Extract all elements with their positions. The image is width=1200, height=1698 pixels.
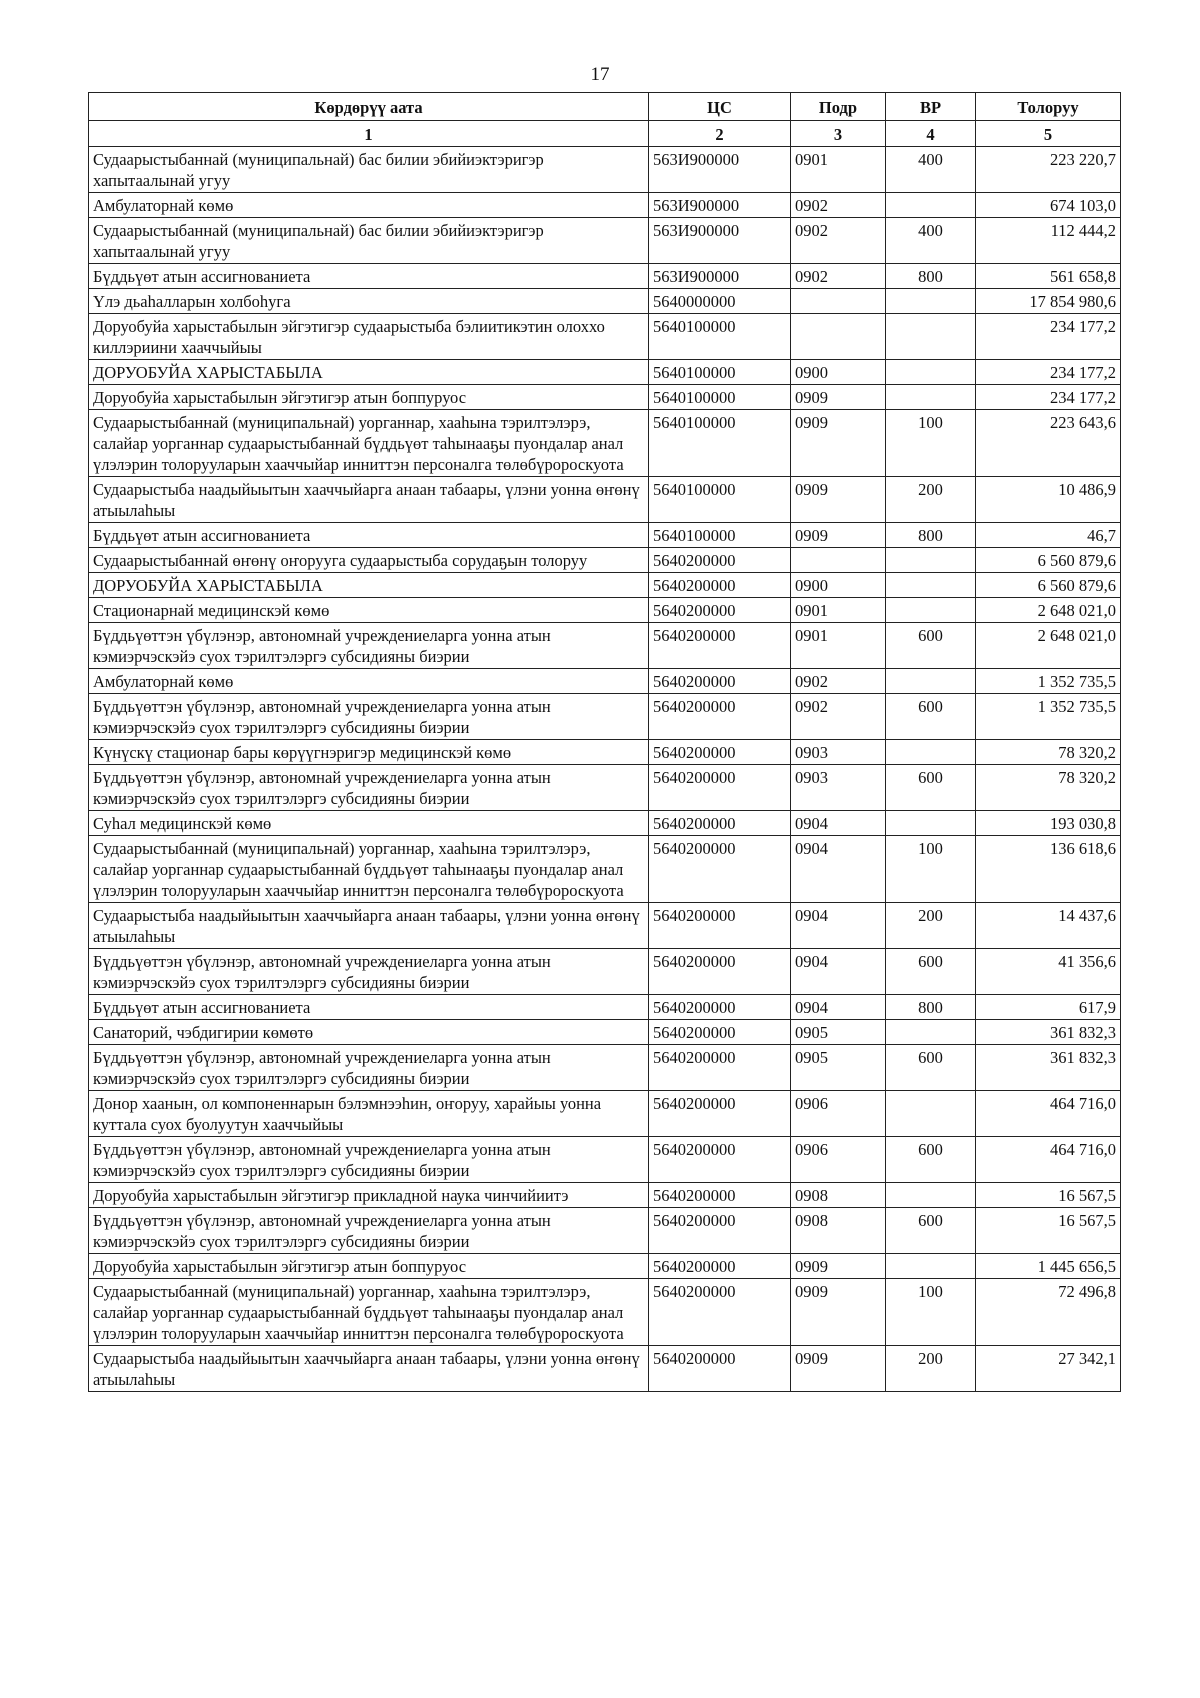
cell-podr: 0904 bbox=[791, 903, 886, 949]
cell-vr: 100 bbox=[886, 836, 976, 903]
table-row bbox=[89, 1254, 1121, 1279]
cell-name: Доруобуйа харыстабылын эйгэтигэр прикладной наука чинчийиитэ bbox=[89, 1183, 649, 1208]
cell-sum: 464 716,0 bbox=[976, 1091, 1121, 1137]
cell-podr: 0904 bbox=[791, 811, 886, 836]
cell-vr: 600 bbox=[886, 949, 976, 995]
cell-podr bbox=[791, 289, 886, 314]
table-row bbox=[89, 477, 1121, 523]
cell-cs: 5640200000 bbox=[649, 1208, 791, 1254]
cell-sum: 2 648 021,0 bbox=[976, 598, 1121, 623]
cell-sum: 72 496,8 bbox=[976, 1279, 1121, 1346]
header-row bbox=[89, 93, 1121, 121]
cell-name: Бүддьүөт атын ассигнованиета bbox=[89, 264, 649, 289]
cell-sum: 16 567,5 bbox=[976, 1183, 1121, 1208]
column-number: 3 bbox=[791, 121, 886, 147]
table-row bbox=[89, 836, 1121, 903]
table-row bbox=[89, 903, 1121, 949]
cell-podr: 0900 bbox=[791, 360, 886, 385]
table-row bbox=[89, 314, 1121, 360]
cell-vr: 600 bbox=[886, 694, 976, 740]
cell-podr: 0909 bbox=[791, 1279, 886, 1346]
cell-sum: 1 352 735,5 bbox=[976, 694, 1121, 740]
table-row bbox=[89, 147, 1121, 193]
cell-vr bbox=[886, 1183, 976, 1208]
cell-podr: 0902 bbox=[791, 264, 886, 289]
cell-vr bbox=[886, 598, 976, 623]
cell-name: Донор хаанын, ол компоненнарын бэлэмнээһин, оҥоруу, харайыы уонна куттала суох буолуутун хааччыйыы bbox=[89, 1091, 649, 1137]
cell-podr: 0909 bbox=[791, 1346, 886, 1392]
cell-name: Судаарыстыбаннай (муниципальнай) уорганнар, хааһына тэрилтэлэрэ, салайар уорганнар судаарыстыбаннай бүддьүөт таһынааҕы пуондалар анал үлэлэрин толорууларын хааччыйар инниттэн персоналга төлөбүророскуота bbox=[89, 1279, 649, 1346]
cell-sum: 223 220,7 bbox=[976, 147, 1121, 193]
cell-cs: 563И900000 bbox=[649, 264, 791, 289]
cell-podr: 0902 bbox=[791, 694, 886, 740]
cell-name: Судаарыстыба наадыйыытын хааччыйарга анаан табаары, үлэни уонна өҥөнү атыылаһыы bbox=[89, 1346, 649, 1392]
cell-vr bbox=[886, 360, 976, 385]
cell-cs: 5640200000 bbox=[649, 1045, 791, 1091]
table-row bbox=[89, 740, 1121, 765]
header-vr: ВР bbox=[886, 93, 976, 121]
cell-name: Судаарыстыба наадыйыытын хааччыйарга анаан табаары, үлэни уонна өҥөнү атыылаһыы bbox=[89, 477, 649, 523]
cell-sum: 674 103,0 bbox=[976, 193, 1121, 218]
cell-vr bbox=[886, 669, 976, 694]
cell-cs: 5640200000 bbox=[649, 1091, 791, 1137]
cell-cs: 5640200000 bbox=[649, 811, 791, 836]
cell-cs: 5640200000 bbox=[649, 995, 791, 1020]
cell-cs: 5640100000 bbox=[649, 360, 791, 385]
cell-name: Доруобуйа харыстабылын эйгэтигэр судаарыстыба бэлиитикэтин олоххо киллэриини хааччыйыы bbox=[89, 314, 649, 360]
cell-sum: 112 444,2 bbox=[976, 218, 1121, 264]
cell-vr: 600 bbox=[886, 623, 976, 669]
cell-vr bbox=[886, 548, 976, 573]
table-row bbox=[89, 811, 1121, 836]
table-row bbox=[89, 1183, 1121, 1208]
table-row bbox=[89, 410, 1121, 477]
cell-podr: 0902 bbox=[791, 669, 886, 694]
cell-name: Бүддьүөттэн үбүлэнэр, автономнай учреждениеларга уонна атын кэмиэрчэскэйэ суох тэрилтэлэргэ субсидияны биэрии bbox=[89, 949, 649, 995]
cell-name: Бүддьүөттэн үбүлэнэр, автономнай учреждениеларга уонна атын кэмиэрчэскэйэ суох тэрилтэлэргэ субсидияны биэрии bbox=[89, 1208, 649, 1254]
cell-vr: 600 bbox=[886, 765, 976, 811]
cell-sum: 27 342,1 bbox=[976, 1346, 1121, 1392]
header-sum: Толоруу bbox=[976, 93, 1121, 121]
cell-name: Доруобуйа харыстабылын эйгэтигэр атын боппуруос bbox=[89, 1254, 649, 1279]
cell-podr: 0909 bbox=[791, 477, 886, 523]
table-row bbox=[89, 1020, 1121, 1045]
cell-cs: 5640200000 bbox=[649, 598, 791, 623]
cell-sum: 193 030,8 bbox=[976, 811, 1121, 836]
table-row bbox=[89, 548, 1121, 573]
column-number: 4 bbox=[886, 121, 976, 147]
cell-cs: 5640200000 bbox=[649, 548, 791, 573]
cell-sum: 234 177,2 bbox=[976, 360, 1121, 385]
cell-podr: 0905 bbox=[791, 1045, 886, 1091]
cell-vr: 100 bbox=[886, 1279, 976, 1346]
cell-cs: 5640100000 bbox=[649, 410, 791, 477]
table-row bbox=[89, 1208, 1121, 1254]
cell-vr: 600 bbox=[886, 1045, 976, 1091]
table-row bbox=[89, 385, 1121, 410]
table-body bbox=[89, 147, 1121, 1392]
cell-vr bbox=[886, 193, 976, 218]
column-number: 5 bbox=[976, 121, 1121, 147]
table-row bbox=[89, 765, 1121, 811]
column-number: 2 bbox=[649, 121, 791, 147]
cell-sum: 1 445 656,5 bbox=[976, 1254, 1121, 1279]
cell-sum: 14 437,6 bbox=[976, 903, 1121, 949]
table-row bbox=[89, 623, 1121, 669]
cell-vr bbox=[886, 314, 976, 360]
cell-name: Суһал медицинскэй көмө bbox=[89, 811, 649, 836]
cell-cs: 5640200000 bbox=[649, 836, 791, 903]
cell-podr: 0909 bbox=[791, 385, 886, 410]
cell-cs: 5640200000 bbox=[649, 573, 791, 598]
cell-vr: 400 bbox=[886, 147, 976, 193]
page-number: 17 bbox=[590, 64, 610, 85]
cell-name: Судаарыстыба наадыйыытын хааччыйарга анаан табаары, үлэни уонна өҥөнү атыылаһыы bbox=[89, 903, 649, 949]
cell-vr bbox=[886, 1254, 976, 1279]
cell-podr: 0904 bbox=[791, 995, 886, 1020]
cell-name: Амбулаторнай көмө bbox=[89, 669, 649, 694]
cell-vr: 800 bbox=[886, 264, 976, 289]
cell-cs: 5640100000 bbox=[649, 385, 791, 410]
cell-vr: 600 bbox=[886, 1137, 976, 1183]
cell-sum: 223 643,6 bbox=[976, 410, 1121, 477]
cell-name: Бүддьүөттэн үбүлэнэр, автономнай учреждениеларга уонна атын кэмиэрчэскэйэ суох тэрилтэлэргэ субсидияны биэрии bbox=[89, 623, 649, 669]
table-row bbox=[89, 694, 1121, 740]
cell-name: Санаторий, чэбдигирии көмөтө bbox=[89, 1020, 649, 1045]
cell-cs: 5640200000 bbox=[649, 1346, 791, 1392]
cell-sum: 6 560 879,6 bbox=[976, 548, 1121, 573]
cell-name: Судаарыстыбаннай өҥөнү оҥорууга судаарыстыба сорудаҕын толоруу bbox=[89, 548, 649, 573]
cell-name: Бүддьүөттэн үбүлэнэр, автономнай учреждениеларга уонна атын кэмиэрчэскэйэ суох тэрилтэлэргэ субсидияны биэрии bbox=[89, 1045, 649, 1091]
table-row bbox=[89, 289, 1121, 314]
cell-podr: 0905 bbox=[791, 1020, 886, 1045]
cell-name: Үлэ дьаһалларын холбоһуга bbox=[89, 289, 649, 314]
cell-podr: 0908 bbox=[791, 1183, 886, 1208]
table-row bbox=[89, 995, 1121, 1020]
cell-vr: 100 bbox=[886, 410, 976, 477]
cell-name: Күнүскү стационар бары көрүүгнэригэр медицинскэй көмө bbox=[89, 740, 649, 765]
cell-name: Бүддьүөттэн үбүлэнэр, автономнай учреждениеларга уонна атын кэмиэрчэскэйэ суох тэрилтэлэргэ субсидияны биэрии bbox=[89, 694, 649, 740]
cell-sum: 78 320,2 bbox=[976, 740, 1121, 765]
cell-vr: 600 bbox=[886, 1208, 976, 1254]
cell-sum: 78 320,2 bbox=[976, 765, 1121, 811]
header-cs: ЦС bbox=[649, 93, 791, 121]
cell-cs: 563И900000 bbox=[649, 218, 791, 264]
table-row bbox=[89, 1346, 1121, 1392]
table-row bbox=[89, 598, 1121, 623]
cell-podr: 0902 bbox=[791, 218, 886, 264]
cell-name: ДОРУОБУЙА ХАРЫСТАБЫЛА bbox=[89, 360, 649, 385]
cell-vr: 800 bbox=[886, 523, 976, 548]
cell-podr: 0901 bbox=[791, 147, 886, 193]
cell-vr bbox=[886, 289, 976, 314]
cell-vr bbox=[886, 811, 976, 836]
cell-sum: 41 356,6 bbox=[976, 949, 1121, 995]
cell-cs: 5640200000 bbox=[649, 740, 791, 765]
cell-cs: 5640200000 bbox=[649, 903, 791, 949]
cell-podr: 0900 bbox=[791, 573, 886, 598]
cell-name: Судаарыстыбаннай (муниципальнай) уорганнар, хааһына тэрилтэлэрэ, салайар уорганнар судаарыстыбаннай бүддьүөт таһынааҕы пуондалар анал үлэлэрин толорууларын хааччыйар инниттэн персоналга төлөбүророскуота bbox=[89, 410, 649, 477]
cell-name: ДОРУОБУЙА ХАРЫСТАБЫЛА bbox=[89, 573, 649, 598]
cell-vr bbox=[886, 1091, 976, 1137]
cell-cs: 5640200000 bbox=[649, 949, 791, 995]
cell-cs: 5640100000 bbox=[649, 523, 791, 548]
cell-podr: 0903 bbox=[791, 765, 886, 811]
cell-podr: 0902 bbox=[791, 193, 886, 218]
cell-podr: 0903 bbox=[791, 740, 886, 765]
cell-podr: 0909 bbox=[791, 410, 886, 477]
cell-cs: 5640100000 bbox=[649, 314, 791, 360]
table-row bbox=[89, 264, 1121, 289]
cell-name: Амбулаторнай көмө bbox=[89, 193, 649, 218]
cell-cs: 5640200000 bbox=[649, 1183, 791, 1208]
budget-table bbox=[88, 92, 1121, 1392]
cell-vr: 800 bbox=[886, 995, 976, 1020]
cell-sum: 6 560 879,6 bbox=[976, 573, 1121, 598]
header-name: Көрдөрүү аата bbox=[89, 93, 649, 121]
cell-podr: 0904 bbox=[791, 949, 886, 995]
cell-cs: 5640200000 bbox=[649, 765, 791, 811]
cell-podr: 0909 bbox=[791, 523, 886, 548]
table-row bbox=[89, 193, 1121, 218]
cell-podr bbox=[791, 548, 886, 573]
cell-podr: 0908 bbox=[791, 1208, 886, 1254]
cell-sum: 361 832,3 bbox=[976, 1045, 1121, 1091]
column-number-row bbox=[89, 121, 1121, 147]
cell-podr: 0906 bbox=[791, 1137, 886, 1183]
cell-cs: 5640100000 bbox=[649, 477, 791, 523]
cell-podr: 0906 bbox=[791, 1091, 886, 1137]
cell-vr: 200 bbox=[886, 903, 976, 949]
cell-sum: 234 177,2 bbox=[976, 385, 1121, 410]
table-row bbox=[89, 523, 1121, 548]
table-row bbox=[89, 669, 1121, 694]
cell-podr: 0904 bbox=[791, 836, 886, 903]
table-row bbox=[89, 1279, 1121, 1346]
cell-name: Стационарнай медицинскэй көмө bbox=[89, 598, 649, 623]
cell-cs: 5640200000 bbox=[649, 1020, 791, 1045]
table-header bbox=[89, 93, 1121, 147]
table-row bbox=[89, 1137, 1121, 1183]
cell-name: Бүддьүөттэн үбүлэнэр, автономнай учреждениеларга уонна атын кэмиэрчэскэйэ суох тэрилтэлэргэ субсидияны биэрии bbox=[89, 765, 649, 811]
cell-sum: 2 648 021,0 bbox=[976, 623, 1121, 669]
cell-cs: 5640200000 bbox=[649, 623, 791, 669]
cell-cs: 5640200000 bbox=[649, 1137, 791, 1183]
cell-sum: 17 854 980,6 bbox=[976, 289, 1121, 314]
cell-name: Бүддьүөт атын ассигнованиета bbox=[89, 995, 649, 1020]
cell-sum: 361 832,3 bbox=[976, 1020, 1121, 1045]
cell-cs: 563И900000 bbox=[649, 147, 791, 193]
cell-name: Бүддьүөттэн үбүлэнэр, автономнай учреждениеларга уонна атын кэмиэрчэскэйэ суох тэрилтэлэргэ субсидияны биэрии bbox=[89, 1137, 649, 1183]
cell-sum: 46,7 bbox=[976, 523, 1121, 548]
table-row bbox=[89, 949, 1121, 995]
cell-name: Бүддьүөт атын ассигнованиета bbox=[89, 523, 649, 548]
cell-podr: 0901 bbox=[791, 598, 886, 623]
cell-sum: 1 352 735,5 bbox=[976, 669, 1121, 694]
cell-cs: 5640200000 bbox=[649, 1279, 791, 1346]
cell-vr: 200 bbox=[886, 1346, 976, 1392]
table-row bbox=[89, 573, 1121, 598]
cell-vr bbox=[886, 573, 976, 598]
column-number: 1 bbox=[89, 121, 649, 147]
cell-name: Судаарыстыбаннай (муниципальнай) уорганнар, хааһына тэрилтэлэрэ, салайар уорганнар судаарыстыбаннай бүддьүөт таһынааҕы пуондалар анал үлэлэрин толорууларын хааччыйар инниттэн персоналга төлөбүророскуота bbox=[89, 836, 649, 903]
cell-sum: 10 486,9 bbox=[976, 477, 1121, 523]
cell-vr: 400 bbox=[886, 218, 976, 264]
table-row bbox=[89, 1091, 1121, 1137]
cell-podr: 0909 bbox=[791, 1254, 886, 1279]
cell-vr: 200 bbox=[886, 477, 976, 523]
cell-sum: 136 618,6 bbox=[976, 836, 1121, 903]
cell-vr bbox=[886, 1020, 976, 1045]
cell-sum: 464 716,0 bbox=[976, 1137, 1121, 1183]
cell-sum: 234 177,2 bbox=[976, 314, 1121, 360]
cell-cs: 563И900000 bbox=[649, 193, 791, 218]
cell-sum: 617,9 bbox=[976, 995, 1121, 1020]
header-podr: Подр bbox=[791, 93, 886, 121]
cell-sum: 16 567,5 bbox=[976, 1208, 1121, 1254]
cell-cs: 5640200000 bbox=[649, 1254, 791, 1279]
cell-cs: 5640000000 bbox=[649, 289, 791, 314]
cell-sum: 561 658,8 bbox=[976, 264, 1121, 289]
table-row bbox=[89, 360, 1121, 385]
cell-vr bbox=[886, 385, 976, 410]
cell-name: Судаарыстыбаннай (муниципальнай) бас билии эбийиэктэригэр хапытаалынай угуу bbox=[89, 147, 649, 193]
cell-name: Судаарыстыбаннай (муниципальнай) бас билии эбийиэктэригэр хапытаалынай угуу bbox=[89, 218, 649, 264]
cell-podr bbox=[791, 314, 886, 360]
table-row bbox=[89, 218, 1121, 264]
cell-vr bbox=[886, 740, 976, 765]
cell-name: Доруобуйа харыстабылын эйгэтигэр атын боппуруос bbox=[89, 385, 649, 410]
cell-cs: 5640200000 bbox=[649, 669, 791, 694]
cell-cs: 5640200000 bbox=[649, 694, 791, 740]
cell-podr: 0901 bbox=[791, 623, 886, 669]
table-row bbox=[89, 1045, 1121, 1091]
